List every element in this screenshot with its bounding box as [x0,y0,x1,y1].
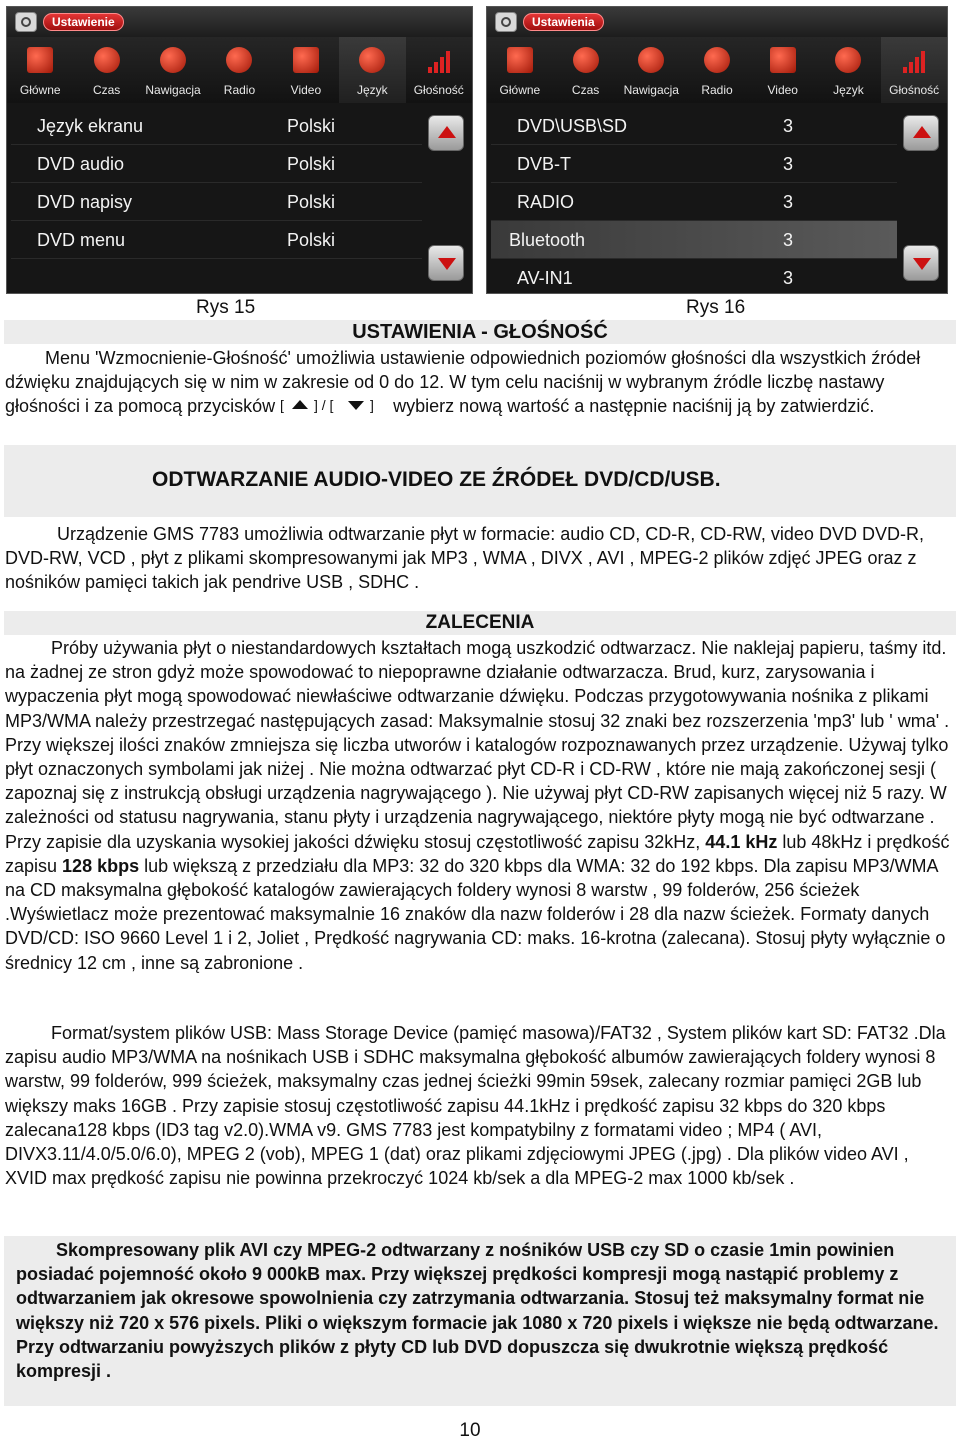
settings-list [491,107,897,289]
tab-glosnosc[interactable]: Głośność [406,37,472,103]
tab-glowne[interactable]: Główne [7,37,73,103]
speech-bubble-icon [359,47,385,73]
arrow-up-icon [438,126,456,138]
settings-badge: Ustawienia [523,13,604,31]
speech-bubble-icon [835,47,861,73]
settings-tabs [7,37,472,103]
playback-paragraph: Urządzenie GMS 7783 umożliwia odtwarzanie płyt w formacie: audio CD, CD-R, CD-RW, video DVD DVD-R, DVD-RW, VCD , płyt z plikami skompresowanymi jak MP3 , WMA , DIVX , AVI , MPEG-2 plików zdjęć JPEG oraz z nośników pamięci takich jak pendrive USB , SDHC . [5,524,924,593]
tab-radio[interactable]: Radio [206,37,272,103]
cube-icon [507,47,533,73]
screenshot-volume-settings [486,6,948,294]
list-item[interactable]: DVD\USB\SD 3 [491,107,897,145]
arrow-down-icon [913,258,931,270]
recommendations-paragraph: Próby używania płyt o niestandardowych kształtach mogą uszkodzić odtwarzacz. Nie naklejaj papieru, taśmy itd. na żadnej ze stron gdyż może spowodować to niepoprawne działanie odtwarzacza. Brud, kurz, zarysowania i wypaczenia płyt mogą spowodować niewłaściwe odtwarzanie dźwięku. Podczas przygotowywania nośnika z plikami MP3/WMA należy przestrzegać następujących zasad: Maksymalnie stosuj 32 znaki bez rozszerzenia 'mp3' lub ' wma' . Przy większej ilości znaków zmniejsza się liczba utworów i katalogów rozpoznawanych przez urządzenie. Używaj tylko płyt oznaczonych symbolami jak niżej . Nie można odtwarzać płyt CD-R i CD-RW , które nie mają zakończonej sesji ( zapoznaj się z instrukcją obsługi urządzenia nagrywającego ). Nie używaj płyt CD-RW zapisanych więcej niż 5 razy. W zależności od statusu nagrywania, stanu płyty i urządzenia nagrywającego, niektóre płyty mogą nie być odtwarzane . Przy zapisie dla uzyskania wysokiej jakości dźwięku stosuj częstotliwość zapisu 32kHz, 44.1 kHz lub 48kHz i prędkość zapisu 128 kbps lub większą z przedziału dla MP3: 32 do 320 kbps dla WMA: 32 do 192 kbps. Dla zapisu MP3/WMA na CD maksymalna głębokość katalogów zawierających foldery wynosi 8 warstw , 99 folderów, 256 ścieżek .Wyświetlacz może prezentować maksymalnie 16 znaków dla nazw folderów i 28 dla nazw ścieżek. Formaty danych DVD/CD: ISO 9660 Level 1 i 2, Joliet , Prędkość nagrywania CD: maks. 16-krotna (zalecana). Stosuj płyty wyłącznie o średnicy 12 cm , inne są zabronione . [5,638,950,973]
svg-text:[: [ [280,397,285,414]
tab-czas[interactable]: Czas [553,37,619,103]
tab-jezyk[interactable]: Język [339,37,405,103]
volume-bars-icon [901,47,927,73]
arrow-buttons-icon [280,397,388,413]
tab-glosnosc[interactable]: Głośność [881,37,947,103]
list-item[interactable]: DVD napisy Polski [11,183,422,221]
list-item[interactable]: DVD audio Polski [11,145,422,183]
title-bar [487,7,947,37]
tab-glowne[interactable]: Główne [487,37,553,103]
settings-gear-icon[interactable] [495,12,517,32]
settings-badge: Ustawienie [43,13,124,31]
list-item[interactable]: Język ekranu Polski [11,107,422,145]
list-item[interactable]: RADIO 3 [491,183,897,221]
clock-icon [573,47,599,73]
tab-jezyk[interactable]: Język [816,37,882,103]
compass-icon [638,47,664,73]
list-item[interactable]: DVB-T 3 [491,145,897,183]
section-title-playback: ODTWARZANIE AUDIO-VIDEO ZE ŹRÓDEŁ DVD/CD/USB. [152,468,721,491]
page-number: 10 [459,1420,481,1441]
list-item[interactable]: DVD menu Polski [11,221,422,259]
settings-gear-icon[interactable] [15,12,37,32]
tab-video[interactable]: Video [750,37,816,103]
settings-list [11,107,422,289]
usb-format-paragraph: Format/system plików USB: Mass Storage Device (pamięć masowa)/FAT32 , System plików kart SD: FAT32 .Dla zapisu audio MP3/WMA na nośnikach USB i SDHC maksymalna głębokość albumów zawierających foldery wynosi 8 warstw, 99 folderów, 999 ścieżek, maksymalny czas jednej ścieżki 99min 59sek, zalecany rozmiar pamięci 2GB lub większy maks 16GB . Przy zapisie stosuj częstotliwość zapisu 44.1kHz i prędkość zapisu 32 kbps do 320 kbps zalecana128 kbps (ID3 tag v2.0).WMA v9. GMS 7783 jest kompatybilny z formatami video ; MP4 ( AVI, DIVX3.11/4.0/5.0/6.0), MPEG 2 (vob), MPEG 1 (dat) oraz plikami zdjęciowymi JPEG (.jpg) . Dla plików video AVI , XVID max prędkość zapisu nie powinna przekroczyć 1024 kb/sek a dla MPEG-2 max 1000 kb/sek . [5,1023,946,1189]
clock-icon [94,47,120,73]
scroll-up-button[interactable] [903,115,939,151]
volume-bars-icon [426,47,452,73]
cube-icon [27,47,53,73]
radio-icon [704,47,730,73]
caption-rys-15: Rys 15 [196,297,256,318]
settings-tabs [487,37,947,103]
volume-paragraph: Menu 'Wzmocnienie-Głośność' umożliwia ustawienie odpowiednich poziomów głośności dla wszystkich źródeł dźwięku znajdujących się w nim w zakresie od 0 do 12. W tym celu naciśnij w wybranym źródle liczbę nastawy głośności i za pomocą przycisków [ ] / [ ] wybierz nową wartość a następnie naciśnij ją by zatwierdzić. [5,348,921,417]
note-paragraph: Skompresowany plik AVI czy MPEG-2 odtwarzany z nośników USB czy SD o czasie 1min powinien posiadać pojemność około 9 000kB max. Przy większej prędkości kompresji mogą nastąpić problemy z odtwarzaniem jak okresowe spowolnienia czy zatrzymania odtwarzania. Stosuj też maksymalny format nie większy niż 720 x 576 pixels. Pliki o większym formacie jak 1080 x 720 pixels i większe nie będą odtwarzane. Przy odtwarzaniu powyższych plików z płyty CD lub DVD dopuszcza się dwukrotnie większą prędkość kompresji . [16,1240,939,1382]
tab-radio[interactable]: Radio [684,37,750,103]
radio-icon [226,47,252,73]
compass-icon [160,47,186,73]
screenshot-language-settings [6,6,473,294]
tab-nawigacja[interactable]: Nawigacja [140,37,206,103]
arrow-down-icon [438,258,456,270]
list-item-selected[interactable]: Bluetooth 3 [491,221,897,259]
film-icon [293,47,319,73]
section-title-volume: USTAWIENIA - GŁOŚNOŚĆ [352,321,608,343]
list-item[interactable]: AV-IN1 3 [491,259,897,294]
caption-rys-16: Rys 16 [686,297,746,318]
tab-video[interactable]: Video [273,37,339,103]
section-title-recommendations: ZALECENIA [425,612,535,633]
scroll-up-button[interactable] [428,115,464,151]
scroll-down-button[interactable] [903,245,939,281]
film-icon [770,47,796,73]
svg-text:]: ] [370,397,375,414]
tab-czas[interactable]: Czas [73,37,139,103]
svg-text:] / [: ] / [ [314,397,334,414]
scroll-down-button[interactable] [428,245,464,281]
title-bar [7,7,472,37]
tab-nawigacja[interactable]: Nawigacja [618,37,684,103]
arrow-up-icon [913,126,931,138]
